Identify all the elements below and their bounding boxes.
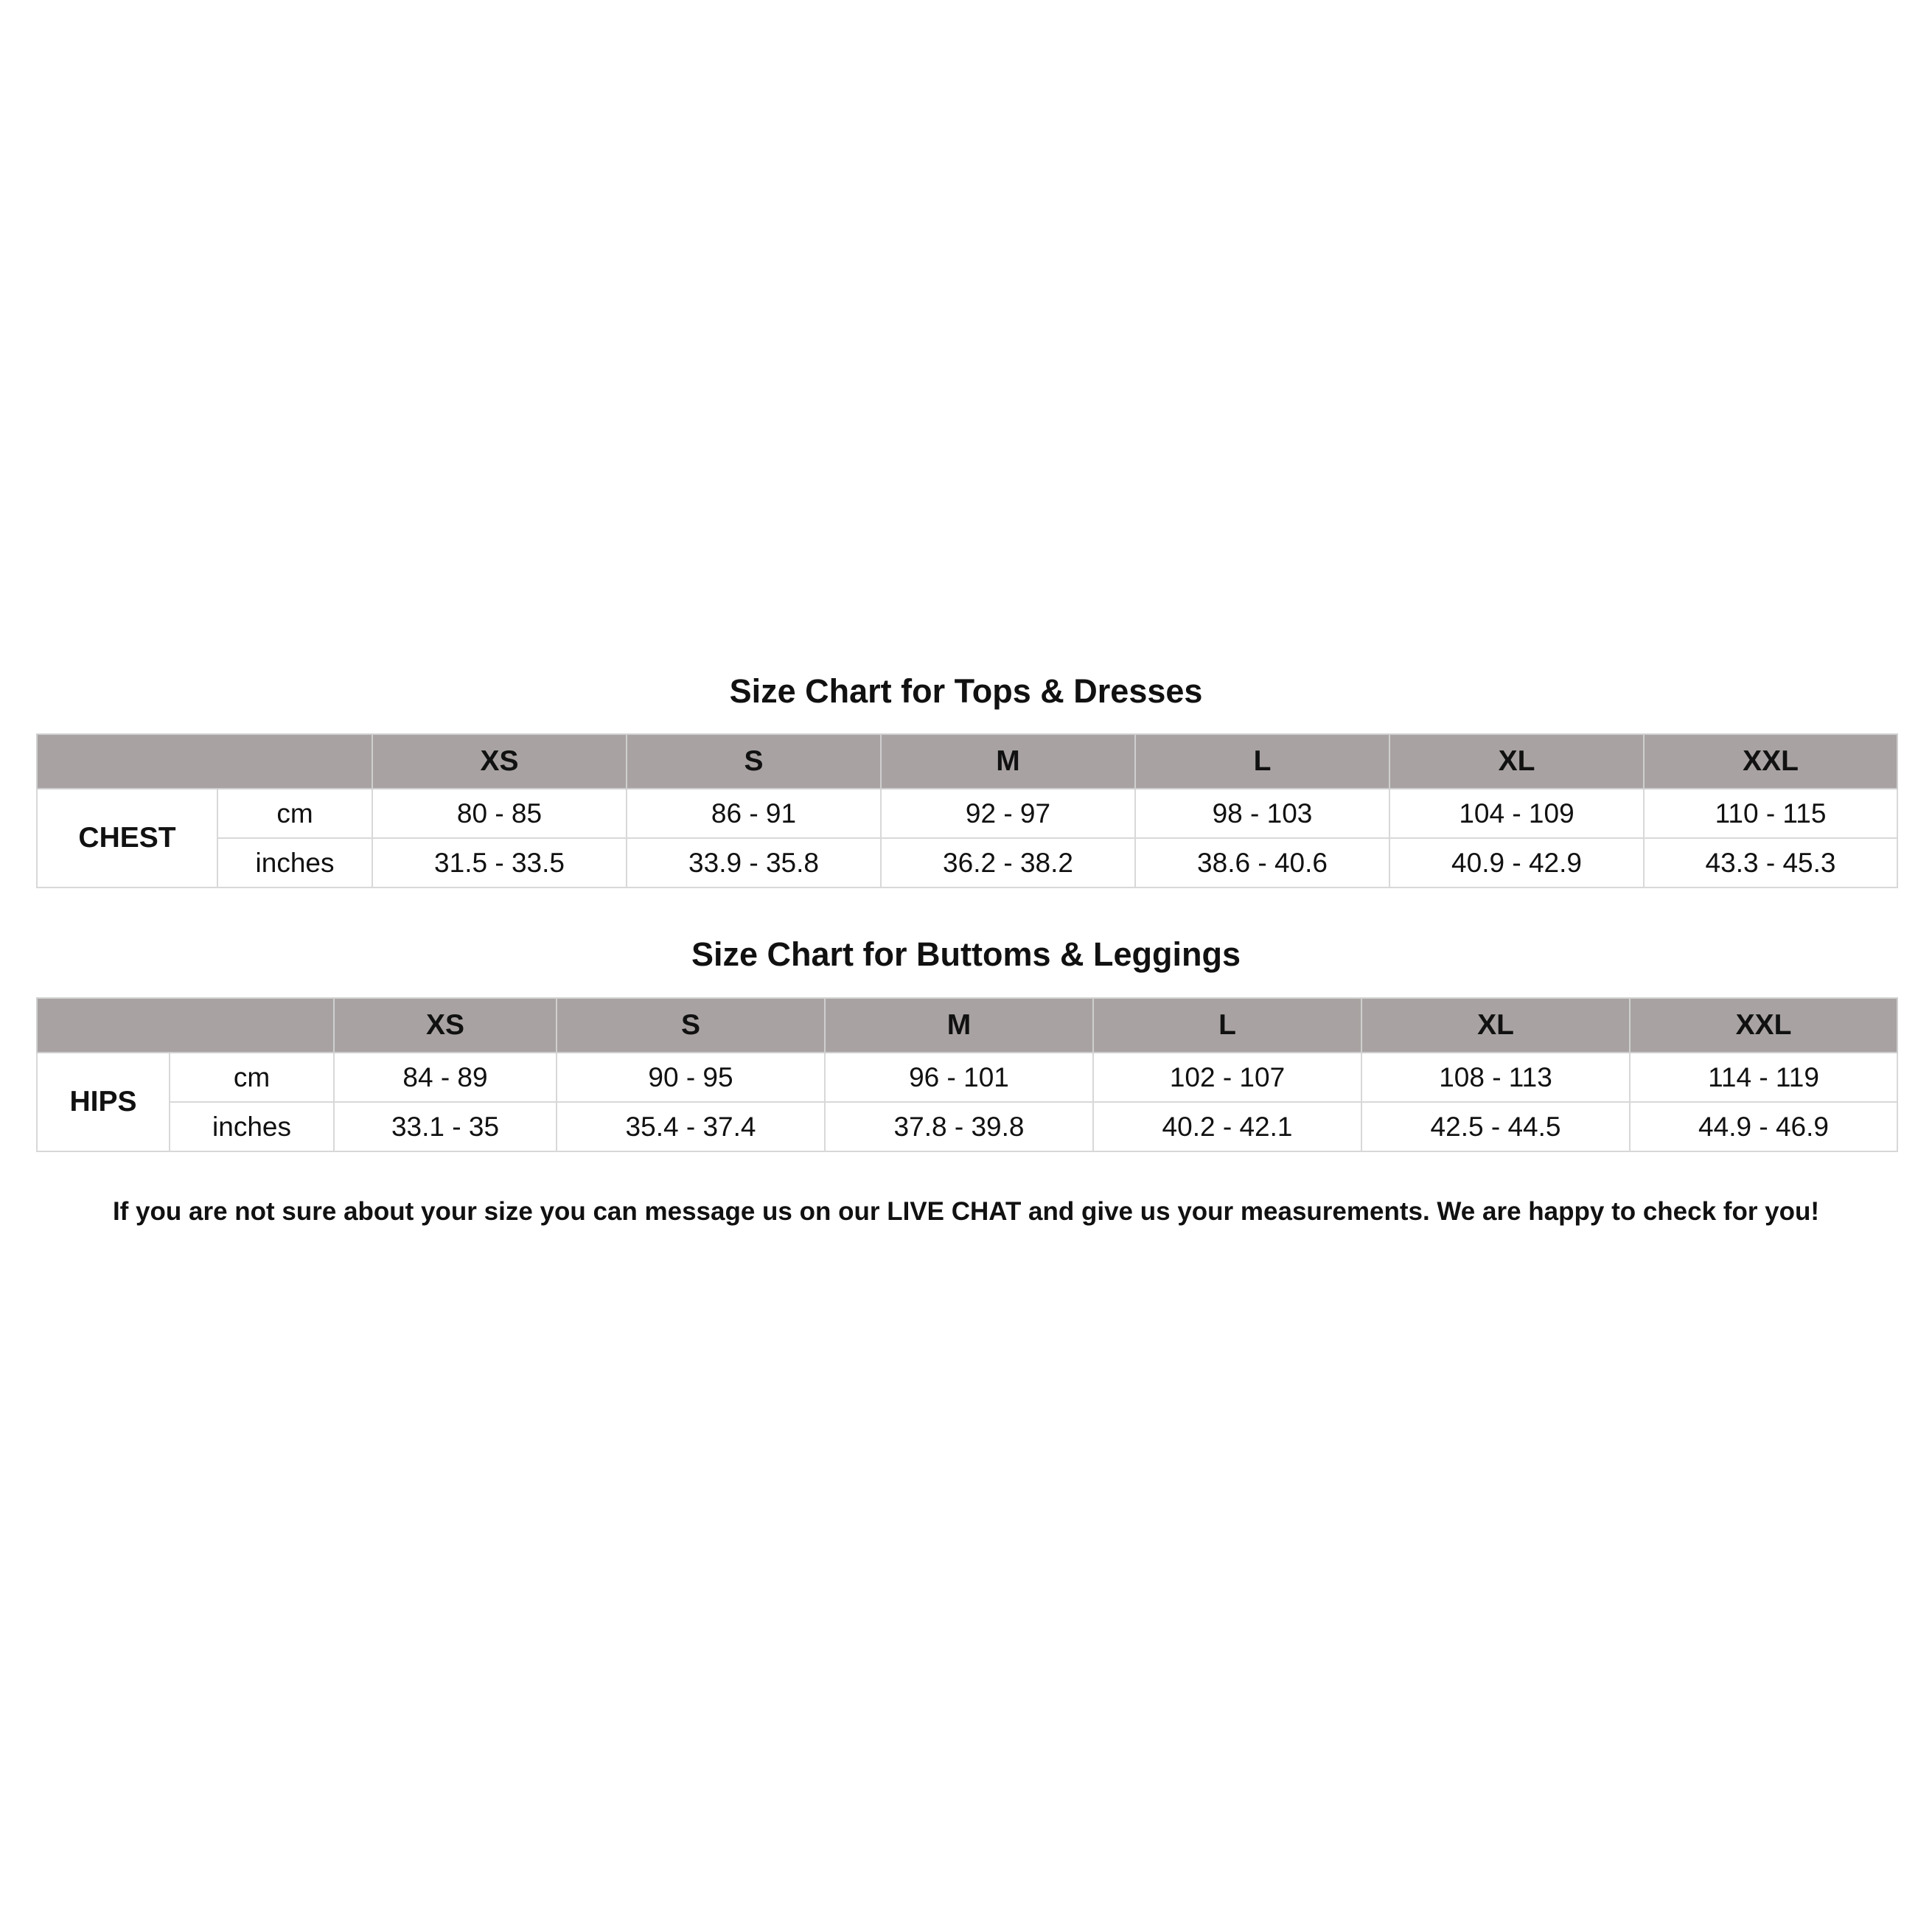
value-cell: 104 - 109 [1389,789,1644,838]
value-cell: 36.2 - 38.2 [881,838,1135,887]
value-cell: 84 - 89 [334,1053,557,1102]
value-cell: 90 - 95 [557,1053,825,1102]
value-cell: 114 - 119 [1630,1053,1897,1102]
value-cell: 38.6 - 40.6 [1135,838,1389,887]
footer-note: If you are not sure about your size you can message us on our LIVE CHAT and give us your measurements. We are happy to check for you! [112,1197,1820,1226]
table-row [37,1102,1897,1151]
unit-label-cm: cm [170,1053,334,1102]
hips-label: HIPS [37,1053,170,1151]
value-cell: 37.8 - 39.8 [825,1102,1093,1151]
value-cell: 96 - 101 [825,1053,1093,1102]
value-cell: 33.9 - 35.8 [627,838,881,887]
size-header-row [37,734,1897,789]
tops-chart-title: Size Chart for Tops & Dresses [729,672,1203,710]
value-cell: 43.3 - 45.3 [1644,838,1897,887]
value-cell: 42.5 - 44.5 [1361,1102,1630,1151]
value-cell: 86 - 91 [627,789,881,838]
size-header-xl: XL [1389,734,1644,789]
value-cell: 35.4 - 37.4 [557,1102,825,1151]
table-row [37,838,1897,887]
bottoms-size-table [36,997,1898,1152]
size-header-xs: XS [372,734,627,789]
value-cell: 110 - 115 [1644,789,1897,838]
value-cell: 80 - 85 [372,789,627,838]
value-cell: 40.9 - 42.9 [1389,838,1644,887]
size-header-l: L [1093,998,1361,1053]
value-cell: 102 - 107 [1093,1053,1361,1102]
value-cell: 108 - 113 [1361,1053,1630,1102]
table-row [37,789,1897,838]
bottoms-chart-title: Size Chart for Buttoms & Leggings [691,935,1241,973]
value-cell: 98 - 103 [1135,789,1389,838]
table-row [37,1053,1897,1102]
size-header-s: S [557,998,825,1053]
value-cell: 31.5 - 33.5 [372,838,627,887]
size-header-l: L [1135,734,1389,789]
chest-label: CHEST [37,789,217,887]
tops-size-table [36,733,1898,888]
size-header-xxl: XXL [1630,998,1897,1053]
value-cell: 40.2 - 42.1 [1093,1102,1361,1151]
size-header-m: M [825,998,1093,1053]
size-header-xxl: XXL [1644,734,1897,789]
value-cell: 33.1 - 35 [334,1102,557,1151]
unit-label-inches: inches [217,838,372,887]
header-blank-cell [37,734,372,789]
header-blank-cell [37,998,334,1053]
size-header-s: S [627,734,881,789]
size-header-xl: XL [1361,998,1630,1053]
unit-label-inches: inches [170,1102,334,1151]
size-header-xs: XS [334,998,557,1053]
size-header-row [37,998,1897,1053]
unit-label-cm: cm [217,789,372,838]
value-cell: 92 - 97 [881,789,1135,838]
size-header-m: M [881,734,1135,789]
value-cell: 44.9 - 46.9 [1630,1102,1897,1151]
